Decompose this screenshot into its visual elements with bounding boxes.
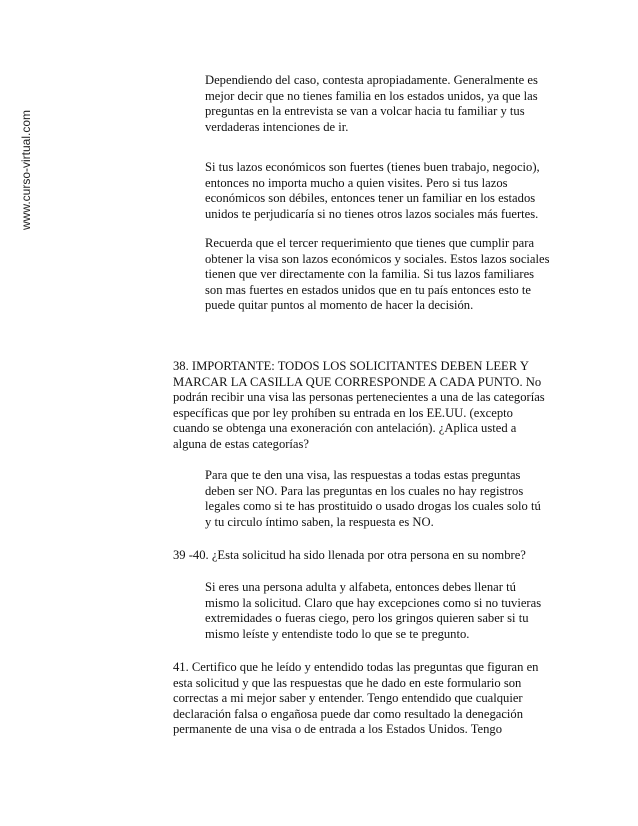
side-url-text: www.curso-virtual.com <box>19 109 33 231</box>
paragraph-family-advice: Dependiendo del caso, contesta apropiadamente. Generalmente es mejor decir que no tienes familia en los estados unidos, ya que las preguntas en la entrevista se van a volcar hacia tu familiar y tus verdaderas intenciones de ir. <box>205 73 538 134</box>
question-41: 41. Certifico que he leído y entendido todas las preguntas que figuran en esta solicitud y que las respuestas que he dado en este formulario son correctas a mi mejor saber y entender. Tengo entendido que cualquier declaración falsa o engañosa puede dar como resultado la denegación permanente de una visa o de entrada a los Estados Unidos. Tengo <box>173 660 539 737</box>
answer-38: Para que te den una visa, las respuestas a todas estas preguntas deben ser NO. Para las preguntas en los cuales no hay registros legales como si te has prostituido o usado drogas los cuales solo tú y tu circulo íntimo saben, la respuesta es NO. <box>205 468 541 529</box>
paragraph-economic-ties: Si tus lazos económicos son fuertes (tienes buen trabajo, negocio), entonces no importa mucho a quien visites. Pero si tus lazos económicos son débiles, entonces tener un familiar en los estados unidos te perjudicaría si no tienes otros lazos sociales más fuertes. <box>205 160 540 221</box>
question-38: 38. IMPORTANTE: TODOS LOS SOLICITANTES DEBEN LEER Y MARCAR LA CASILLA QUE CORRESPONDE A CADA PUNTO. No podrán recibir una visa las personas pertenecientes a una de las categorías específicas que por ley prohíben su entrada en los EE.UU. (excepto cuando se obtenga una exoneración con antelación). ¿Aplica usted a alguna de estas categorías? <box>173 359 545 451</box>
answer-39-40: Si eres una persona adulta y alfabeta, entonces debes llenar tú mismo la solicitud. Claro que hay excepciones como si no tuvieras extremidades o fueras ciego, pero los gringos quieren saber si tu mismo leíste y entendiste todo lo que se te pregunto. <box>205 580 542 641</box>
question-39-40: 39 -40. ¿Esta solicitud ha sido llenada por otra persona en su nombre? <box>173 548 526 562</box>
paragraph-third-requirement: Recuerda que el tercer requerimiento que tienes que cumplir para obtener la visa son lazos económicos y sociales. Estos lazos sociales tienen que ver directamente con la familia. Si tus lazos familiares son mas fuertes en estados unidos que en tu país entonces esto te puede quitar puntos al momento de hacer la decisión. <box>205 236 550 313</box>
